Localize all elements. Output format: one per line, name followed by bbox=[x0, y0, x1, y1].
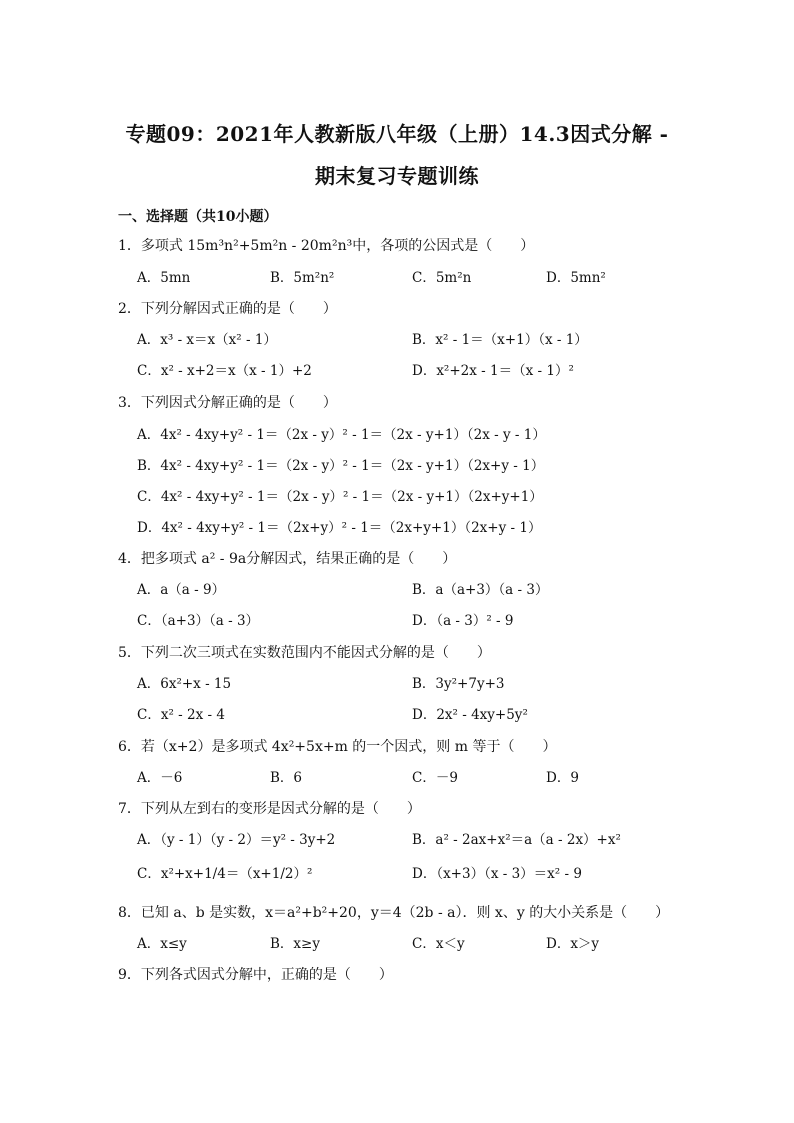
question-7-option-a: A．（y - 1）（y - 2）＝y² - 3y+2 bbox=[137, 832, 336, 848]
question-5-option-c: C．x² - 2x - 4 bbox=[137, 707, 225, 723]
question-3-option-d: D．4x² - 4xy+y² - 1＝（2x+y）² - 1＝（2x+y+1）（2x+y - 1） bbox=[137, 520, 542, 536]
question-2-option-d: D．x²+2x - 1＝（x - 1）² bbox=[412, 363, 574, 379]
question-4-option-d: D．（a - 3）² - 9 bbox=[412, 613, 514, 629]
question-4-option-c: C．（a+3）（a - 3） bbox=[137, 613, 260, 629]
question-6-option-d: D．9 bbox=[546, 770, 579, 786]
question-5-option-b: B．3y²+7y+3 bbox=[412, 676, 505, 692]
question-8-option-b: B．x≥y bbox=[270, 936, 320, 952]
question-8-option-a: A．x≤y bbox=[137, 936, 187, 952]
question-6-stem: 6．若（x+2）是多项式 4x²+5x+m 的一个因式，则 m 等于（ ） bbox=[118, 739, 557, 755]
question-8-option-d: D．x＞y bbox=[546, 936, 600, 952]
question-6-option-c: C．－9 bbox=[412, 770, 458, 786]
section-heading: 一、选择题（共10小题） bbox=[118, 209, 278, 225]
question-1-stem: 1．多项式 15m³n²+5m²n - 20m²n³中，各项的公因式是（ ） bbox=[118, 238, 535, 254]
question-2-option-c: C．x² - x+2＝x（x - 1）+2 bbox=[137, 363, 312, 379]
question-8-option-c: C．x＜y bbox=[412, 936, 465, 952]
question-5-option-d: D．2x² - 4xy+5y² bbox=[412, 707, 528, 723]
question-7-option-c: C．x²+x+1/4＝（x+1/2）² bbox=[137, 866, 313, 882]
question-3-option-a: A．4x² - 4xy+y² - 1＝（2x - y）² - 1＝（2x - y+1）（2x - y - 1） bbox=[137, 427, 546, 443]
question-1-option-d: D．5mn² bbox=[546, 270, 606, 286]
question-3-option-b: B．4x² - 4xy+y² - 1＝（2x - y）² - 1＝（2x - y+1）（2x+y - 1） bbox=[137, 458, 545, 474]
question-7-stem: 7．下列从左到右的变形是因式分解的是（ ） bbox=[118, 801, 421, 817]
question-7-option-d: D．（x+3）（x - 3）＝x² - 9 bbox=[412, 866, 582, 882]
question-2-option-a: A．x³ - x＝x（x² - 1） bbox=[137, 332, 277, 348]
document-title-line-1: 专题09：2021年人教新版八年级（上册）14.3因式分解 - bbox=[125, 122, 669, 146]
question-5-option-a: A．6x²+x - 15 bbox=[137, 676, 232, 692]
question-3-stem: 3．下列因式分解正确的是（ ） bbox=[118, 395, 337, 411]
document-title-line-2: 期末复习专题训练 bbox=[315, 164, 479, 188]
question-2-option-b: B．x² - 1＝（x+1）（x - 1） bbox=[412, 332, 588, 348]
question-7-option-b: B．a² - 2ax+x²＝a（a - 2x）+x² bbox=[412, 832, 621, 848]
question-4-option-a: A．a（a - 9） bbox=[137, 582, 226, 598]
question-6-option-a: A．－6 bbox=[137, 770, 183, 786]
question-8-stem: 8．已知 a、b 是实数，x＝a²+b²+20，y＝4（2b - a）．则 x、y 的大小关系是（ ） bbox=[118, 905, 670, 921]
question-2-stem: 2．下列分解因式正确的是（ ） bbox=[118, 301, 337, 317]
question-1-option-a: A．5mn bbox=[137, 270, 191, 286]
question-9-stem: 9．下列各式因式分解中，正确的是（ ） bbox=[118, 967, 393, 983]
question-3-option-c: C．4x² - 4xy+y² - 1＝（2x - y）² - 1＝（2x - y+1）（2x+y+1） bbox=[137, 489, 543, 505]
question-4-option-b: B．a（a+3）（a - 3） bbox=[412, 582, 549, 598]
question-4-stem: 4．把多项式 a² - 9a分解因式，结果正确的是（ ） bbox=[118, 551, 457, 567]
question-1-option-b: B．5m²n² bbox=[270, 270, 335, 286]
question-1-option-c: C．5m²n bbox=[412, 270, 472, 286]
question-6-option-b: B．6 bbox=[270, 770, 303, 786]
question-5-stem: 5．下列二次三项式在实数范围内不能因式分解的是（ ） bbox=[118, 645, 491, 661]
